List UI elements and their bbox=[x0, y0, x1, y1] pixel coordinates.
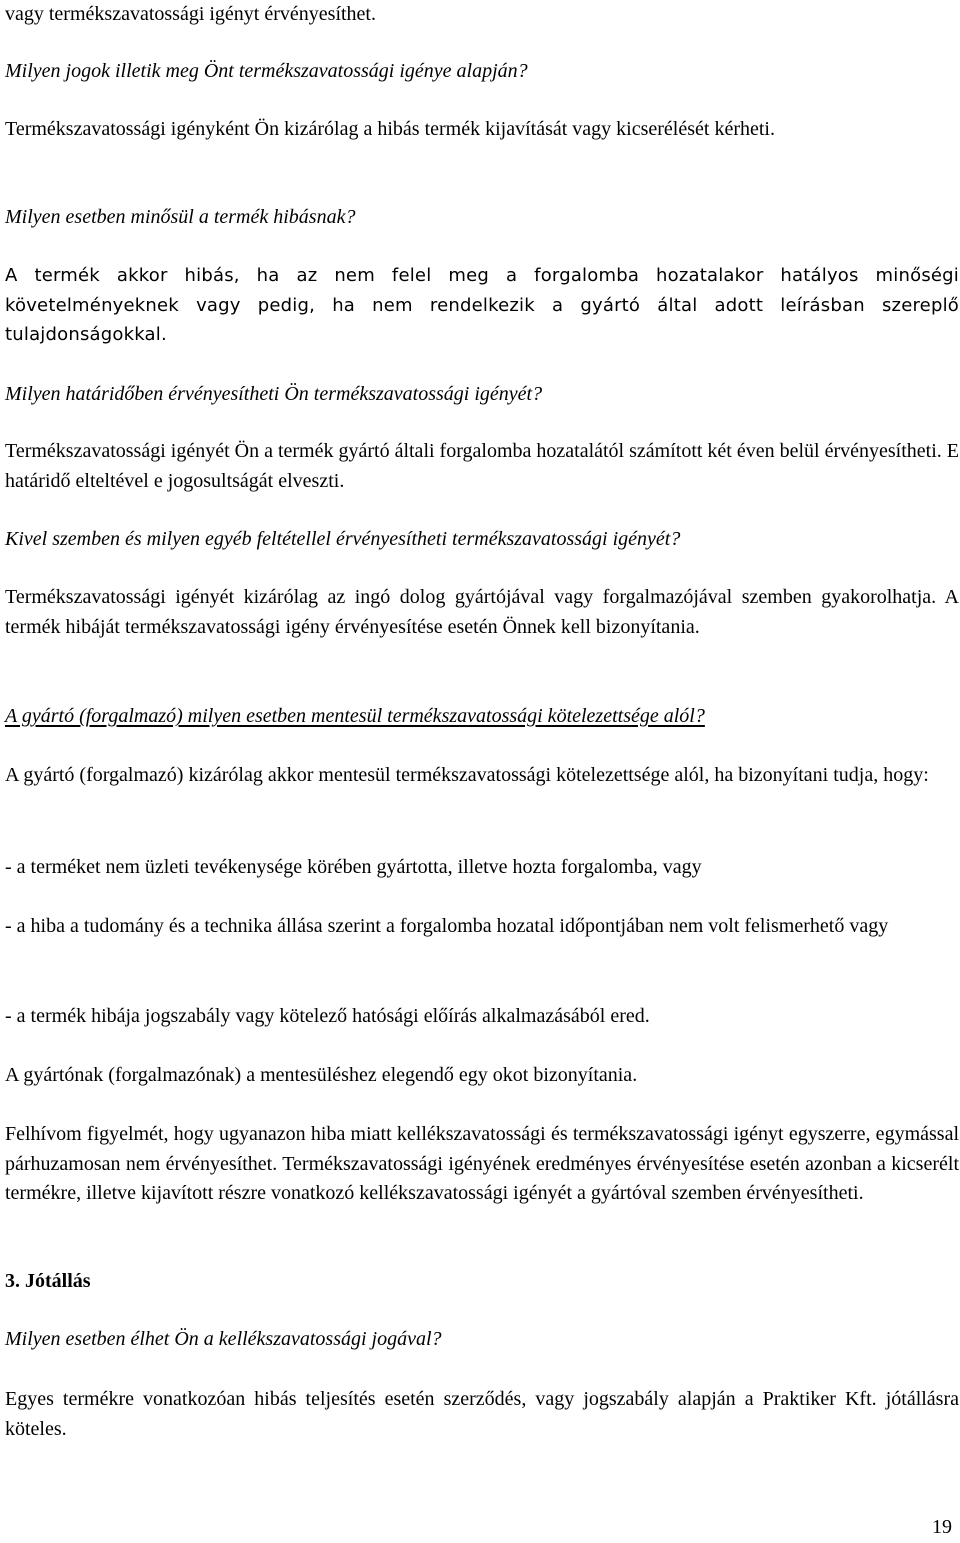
paragraph-deadline-answer: Termékszavatossági igényét Ön a termék gyártó általi forgalomba hozatalától számított két éven belül érvényesítheti. E határidő elteltével e jogosultságát elveszti. bbox=[5, 440, 960, 492]
question-exemption: A gyártó (forgalmazó) milyen esetben mentesül termékszavatossági kötelezettsége alól? bbox=[5, 705, 705, 727]
list-item-exemption-2: - a hiba a tudomány és a technika állása szerint a forgalomba hozatal időpontjában nem volt felismerhető vagy bbox=[5, 915, 889, 937]
paragraph-continuation: vagy termékszavatossági igényt érvényesíthet. bbox=[5, 3, 376, 25]
question-defect: Milyen esetben minősül a termék hibásnak? bbox=[5, 206, 356, 228]
paragraph-rights-answer: Termékszavatossági igényként Ön kizárólag a hibás termék kijavítását vagy kicserélését kérheti. bbox=[5, 118, 775, 140]
question-rights: Milyen jogok illetik meg Önt termékszavatossági igénye alapján? bbox=[5, 60, 528, 82]
paragraph-against-whom-answer: Termékszavatossági igényét kizárólag az ingó dolog gyártójával vagy forgalmazójával szemben gyakorolhatja. A termék hibáját termékszavatossági igény érvényesítése esetén Önnek kell bizonyítania. bbox=[5, 586, 959, 638]
paragraph-defect-answer: A termék akkor hibás, ha az nem felel meg a forgalomba hozatalakor hatályos minőségi követelményeknek vagy pedig, ha nem rendelkezik a gyártó által adott leírásban szereplő tulajdonságokkal. bbox=[5, 265, 959, 345]
question-warranty: Milyen esetben élhet Ön a kellékszavatossági jogával? bbox=[5, 1328, 442, 1350]
section-heading-warranty: 3. Jótállás bbox=[5, 1270, 91, 1292]
list-item-exemption-3: - a termék hibája jogszabály vagy kötelező hatósági előírás alkalmazásából ered. bbox=[5, 1005, 650, 1027]
paragraph-exemption-answer: A gyártó (forgalmazó) kizárólag akkor mentesül termékszavatossági kötelezettsége alól, ha bizonyítani tudja, hogy: bbox=[5, 764, 929, 786]
question-deadline: Milyen határidőben érvényesítheti Ön termékszavatossági igényét? bbox=[5, 383, 543, 405]
paragraph-one-reason: A gyártónak (forgalmazónak) a mentesüléshez elegendő egy okot bizonyítania. bbox=[5, 1064, 638, 1086]
paragraph-warranty-answer: Egyes termékre vonatkozóan hibás teljesítés esetén szerződés, vagy jogszabály alapján a Praktiker Kft. jótállásra köteles. bbox=[5, 1388, 959, 1440]
page-number: 19 bbox=[932, 1516, 952, 1538]
question-against-whom: Kivel szemben és milyen egyéb feltétellel érvényesítheti termékszavatossági igényét? bbox=[5, 528, 681, 550]
list-item-exemption-1: - a terméket nem üzleti tevékenysége körében gyártotta, illetve hozta forgalomba, vagy bbox=[5, 856, 702, 878]
paragraph-notice: Felhívom figyelmét, hogy ugyanazon hiba miatt kellékszavatossági és termékszavatossági igényt egyszerre, egymással párhuzamosan nem érvényesíthet. Termékszavatossági igényének eredményes érvényesítése esetén azonban a kicserélt termékre, illetve kijavított részre vonatkozó kellékszavatossági igényét a gyártóval szemben érvényesítheti. bbox=[5, 1123, 959, 1204]
